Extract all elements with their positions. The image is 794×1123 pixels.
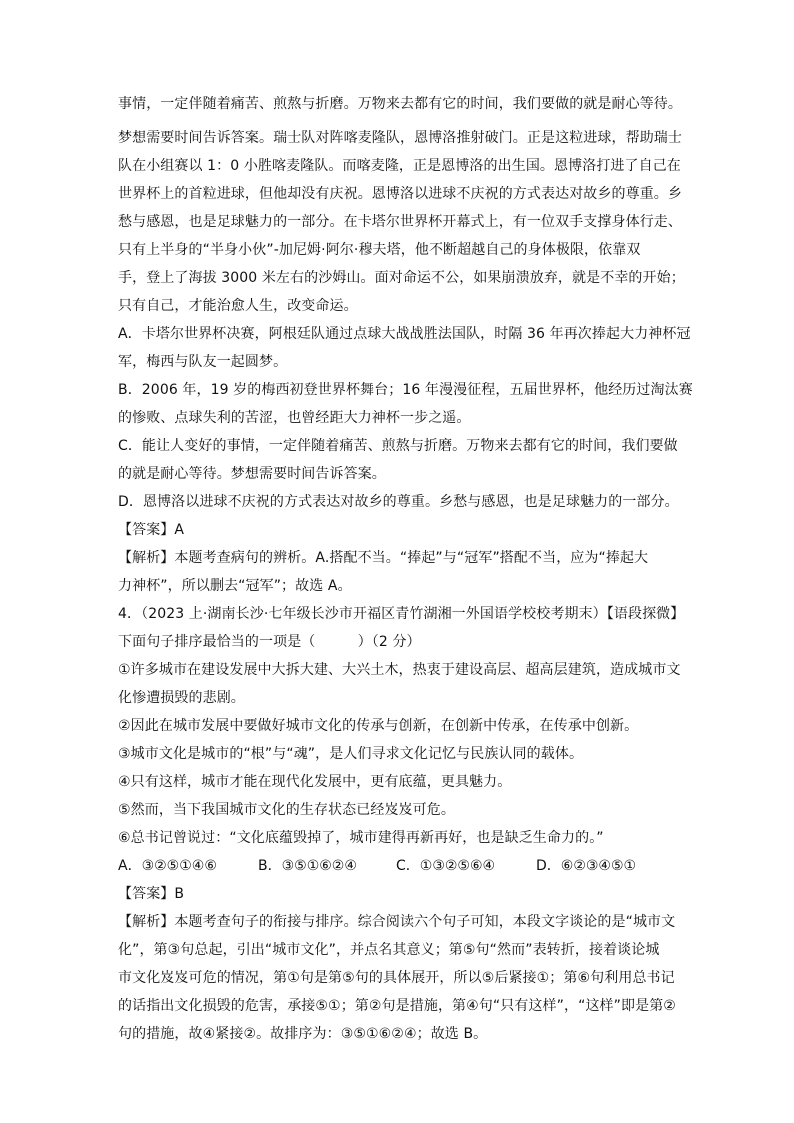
q4-options <box>118 856 684 876</box>
analysis-line: 市文化岌岌可危的情况，第①句是第⑤句的具体展开，所以⑤后紧接①；第⑥句利用总书记 <box>118 970 675 986</box>
q4-header <box>118 604 684 652</box>
q4-option-d: D．⑥②③④⑤① <box>536 858 637 874</box>
q4-sentence-5: ⑤然而，当下我国城市文化的生存状态已经岌岌可危。 <box>118 802 455 818</box>
q4-option-c: C．①③②⑤⑥④ <box>396 858 496 874</box>
q3-option-d <box>118 492 684 512</box>
option-line: 军，梅西与队友一起圆梦。 <box>118 354 288 370</box>
analysis-line: 化”，第③句总起，引出“城市文化”，并点名其意义；第⑤句“然而”表转折，接着谈论城 <box>118 942 660 958</box>
q3-analysis <box>118 548 684 596</box>
q4-sentence-6: ⑥总书记曾说过：“文化底蕴毁掉了，城市建得再新再好，也是缺乏生命力的。” <box>118 830 604 846</box>
q3-option-a <box>118 324 691 372</box>
passage-line: 事情，一定伴随着痛苦、煎熬与折磨。万物来去都有它的时间，我们要做的就是耐心等待。 <box>118 96 682 112</box>
passage-line: 世界杯上的首粒进球，但他却没有庆祝。恩博洛以进球不庆祝的方式表达对故乡的尊重。乡 <box>118 186 682 202</box>
q3-answer: 【答案】A <box>118 522 185 538</box>
q4-answer: 【答案】B <box>118 886 185 902</box>
q4-option-b: B．③⑤①⑥②④ <box>258 858 357 874</box>
q4-sentence-2: ②因此在城市发展中要做好城市文化的传承与创新，在创新中传承，在传承中创新。 <box>118 718 639 734</box>
document-page <box>118 94 693 1044</box>
analysis-line: 【解析】本题考查句子的衔接与排序。综合阅读六个句子可知，本段文字谈论的是“城市文 <box>118 914 676 930</box>
q4-sentence-1 <box>118 660 684 708</box>
passage-line: 手，登上了海拔 3000 米左右的沙姆山。面对命运不公，如果崩溃放弃，就是不幸的开始； <box>118 270 685 286</box>
q4-sentence-4: ④只有这样，城市才能在现代化发展中，更有底蕴，更具魅力。 <box>118 774 512 790</box>
analysis-line: 句的措施，故④紧接②。故排序为：③⑤①⑥②④；故选 B。 <box>118 1026 488 1042</box>
analysis-line: 力神杯”，所以删去“冠军”；故选 A。 <box>118 578 352 594</box>
option-line: 的惨败、点球失利的苦涩，也曾经距大力神杯一步之遥。 <box>118 410 471 426</box>
option-line: D．恩博洛以进球不庆祝的方式表达对故乡的尊重。乡愁与感恩，也是足球魅力的一部分。 <box>118 494 679 510</box>
passage-line: 只有自己，才能治愈人生，改变命运。 <box>118 298 358 314</box>
passage-line: 只有上半身的“半身小伙”-加尼姆·阿尔·穆夫塔，他不断超越自己的身体极限，依靠双 <box>118 242 641 258</box>
sentence-line: 化惨遭损毁的悲剧。 <box>118 690 245 706</box>
q4-analysis <box>118 912 684 1044</box>
question-header-line: 4．（2023 上·湖南长沙·七年级长沙市开福区青竹湖湘一外国语学校校考期末）【语段探微】 <box>118 606 685 622</box>
sentence-line: ①许多城市在建设发展中大拆大建、大兴土木，热衷于建设高层、超高层建筑，造成城市文 <box>118 662 681 678</box>
passage-line: 队在小组赛以 1：0 小胜喀麦隆队。而喀麦隆，正是恩博洛的出生国。恩博洛打进了自己在 <box>118 158 681 174</box>
question-header-line: 下面句子排序最恰当的一项是（ ）（2 分） <box>118 634 421 650</box>
analysis-line: 的话指出文化损毁的危害，承接⑤①；第②句是措施，第④句“只有这样”，“这样”即是第② <box>118 998 676 1014</box>
passage-line: 愁与感恩，也是足球魅力的一部分。在卡塔尔世界杯开幕式上，有一位双手支撑身体行走、 <box>118 214 682 230</box>
q4-option-a: A．③②⑤①④⑥ <box>118 858 217 874</box>
q3-option-c <box>118 436 684 484</box>
passage-paragraph <box>118 94 684 316</box>
option-line: 的就是耐心等待。梦想需要时间告诉答案。 <box>118 466 386 482</box>
option-line: B．2006 年，19 岁的梅西初登世界杯舞台；16 年漫漫征程，五届世界杯，他经历过淘汰赛 <box>118 382 693 398</box>
q3-option-b <box>118 380 693 428</box>
q4-sentence-3: ③城市文化是城市的“根”与“魂”，是人们寻求文化记忆与民族认同的载体。 <box>118 746 584 762</box>
option-line: A．卡塔尔世界杯决赛，阿根廷队通过点球大战战胜法国队，时隔 36 年再次捧起大力神杯冠 <box>118 326 691 342</box>
passage-line: 梦想需要时间告诉答案。瑞士队对阵喀麦隆队，恩博洛推射破门。正是这粒进球，帮助瑞士 <box>118 130 682 146</box>
analysis-line: 【解析】本题考查病句的辨析。A.搭配不当。“捧起”与“冠军”搭配不当，应为“捧起大 <box>118 550 649 566</box>
option-line: C．能让人变好的事情，一定伴随着痛苦、煎熬与折磨。万物来去都有它的时间，我们要做 <box>118 438 678 454</box>
